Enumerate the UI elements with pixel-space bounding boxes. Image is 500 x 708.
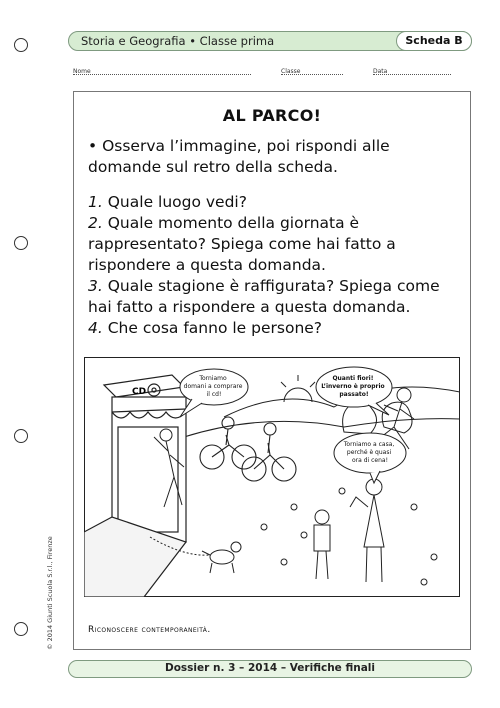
worksheet-frame <box>73 91 471 650</box>
questions-list <box>88 192 460 339</box>
header-bar <box>68 31 472 51</box>
bubble-2-line-3: passato! <box>339 391 369 398</box>
bubble-3-line-3: ora di cena! <box>352 457 388 464</box>
park-illustration <box>84 357 460 597</box>
bubble-3-line-2: perché è quasi <box>346 449 392 456</box>
copyright-text: © 2014 Giunti Scuola S.r.l., Firenze <box>46 536 54 650</box>
field-classe-label: Classe <box>281 68 301 75</box>
shop-sign: CD <box>132 387 147 397</box>
subject-label: Storia e Geografia • Classe prima <box>81 34 275 48</box>
field-nome-label: Nome <box>73 68 91 75</box>
question-3: 3. Quale stagione è raffigurata? Spiega come hai fatto a rispondere a questa domanda. <box>88 277 440 316</box>
field-data-label: Data <box>373 68 388 75</box>
instruction-text: • Osserva l’immagine, poi rispondi alle domande sul retro della scheda. <box>88 137 390 176</box>
skill-label: Riconoscere contemporaneità. <box>88 625 211 635</box>
worksheet-title: AL PARCO! <box>222 106 322 125</box>
sheet-label: Scheda B <box>396 31 472 51</box>
binder-hole <box>14 429 28 443</box>
bubble-3-line-1: Torniamo a casa, <box>343 441 395 448</box>
bubble-2-line-2: L’inverno è proprio <box>321 383 385 390</box>
footer-bar: Dossier n. 3 – 2014 – Verifiche finali <box>68 660 472 678</box>
bubble-2-line-1: Quanti fiori! <box>332 375 374 382</box>
binder-hole <box>14 236 28 250</box>
binder-hole <box>14 38 28 52</box>
bubble-1-line-2: domani a comprare <box>183 383 243 390</box>
binder-hole <box>14 622 28 636</box>
question-2: 2. Quale momento della giornata è rappresentato? Spiega come hai fatto a rispondere a questa domanda. <box>88 214 396 274</box>
question-1: 1. Quale luogo vedi? <box>88 193 247 211</box>
field-nome-line[interactable] <box>73 68 251 75</box>
question-4: 4. Che cosa fanno le persone? <box>88 319 323 337</box>
bubble-1-line-1: Torniamo <box>199 375 227 382</box>
bubble-1-line-3: il cd! <box>206 391 222 398</box>
